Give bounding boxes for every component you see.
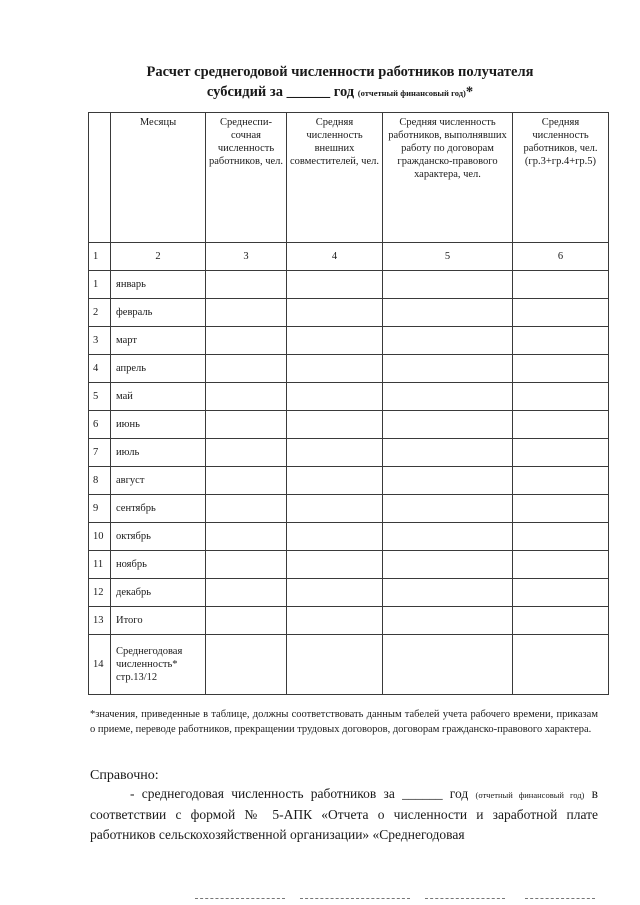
bottom-divider [195,898,285,899]
column-number: 4 [287,243,383,271]
row-number: 13 [89,607,111,635]
value-cell[interactable] [383,439,513,467]
row-number: 7 [89,439,111,467]
table-header-row [89,113,609,243]
row-number: 1 [89,271,111,299]
row-label: март [111,327,206,355]
column-number-row [89,243,609,271]
column-number: 1 [89,243,111,271]
table-row [89,299,609,327]
value-cell[interactable] [513,383,609,411]
document-title [0,62,640,103]
value-cell[interactable] [383,467,513,495]
table-row [89,551,609,579]
row-label: февраль [111,299,206,327]
row-label: декабрь [111,579,206,607]
header-total-avg: Средняя численность работников, чел. (гр.3+гр.4+гр.5) [513,113,609,243]
value-cell[interactable] [206,607,287,635]
row-label: сентябрь [111,495,206,523]
header-avg-payroll: Среднеспи-сочная численность работников, чел. [206,113,287,243]
value-cell[interactable] [513,467,609,495]
row-number: 12 [89,579,111,607]
header-months: Месяцы [111,113,206,243]
header-col-1 [89,113,111,243]
column-number: 6 [513,243,609,271]
column-number: 2 [111,243,206,271]
table-row [89,327,609,355]
table-row [89,495,609,523]
value-cell[interactable] [206,635,287,695]
row-number: 5 [89,383,111,411]
value-cell[interactable] [287,579,383,607]
value-cell[interactable] [206,299,287,327]
title-line-2-text: субсидий за ______ год [206,84,355,100]
value-cell[interactable] [513,551,609,579]
title-line-1: Расчет среднегодовой численности работников получателя [146,64,534,80]
row-number: 4 [89,355,111,383]
value-cell[interactable] [206,271,287,299]
value-cell[interactable] [513,299,609,327]
value-cell[interactable] [383,523,513,551]
value-cell[interactable] [383,495,513,523]
row-number: 3 [89,327,111,355]
bottom-divider [525,898,595,899]
reference-title: Справочно: [90,768,159,783]
table-row [89,579,609,607]
value-cell[interactable] [287,299,383,327]
value-cell[interactable] [513,271,609,299]
table-row [89,271,609,299]
row-label: Среднегодовая численность* стр.13/12 [111,635,206,695]
value-cell[interactable] [287,411,383,439]
bottom-divider [425,898,505,899]
value-cell[interactable] [287,607,383,635]
row-label: июль [111,439,206,467]
value-cell[interactable] [383,607,513,635]
header-external-part-time: Средняя численность внешних совместителей, чел. [287,113,383,243]
value-cell[interactable] [513,607,609,635]
value-cell[interactable] [206,439,287,467]
value-cell[interactable] [513,439,609,467]
value-cell[interactable] [513,635,609,695]
reference-text-note: (отчетный финансовый год) [475,790,585,800]
value-cell[interactable] [287,467,383,495]
value-cell[interactable] [206,467,287,495]
table-row [89,411,609,439]
value-cell[interactable] [206,495,287,523]
value-cell[interactable] [383,411,513,439]
value-cell[interactable] [206,411,287,439]
value-cell[interactable] [287,495,383,523]
table-row [89,635,609,695]
table-row [89,523,609,551]
value-cell[interactable] [383,299,513,327]
value-cell[interactable] [513,411,609,439]
value-cell[interactable] [206,579,287,607]
row-label: январь [111,271,206,299]
row-label: Итого [111,607,206,635]
reference-text-start: - среднегодовая численность работников за ______ год [130,786,469,801]
value-cell[interactable] [287,355,383,383]
bottom-divider [300,898,410,899]
row-label: апрель [111,355,206,383]
value-cell[interactable] [287,523,383,551]
value-cell[interactable] [287,635,383,695]
row-label: август [111,467,206,495]
value-cell[interactable] [383,355,513,383]
reference-text [90,784,598,845]
value-cell[interactable] [206,327,287,355]
table-footnote: *значения, приведенные в таблице, должны соответствовать данным табелей учета рабочего времени, приказам о приеме, переводе работников, прекращении трудовых договоров, договорам гражданско-правового характера. [90,709,598,735]
headcount-table [88,112,609,695]
table-row [89,607,609,635]
title-asterisk: * [465,84,474,100]
value-cell[interactable] [383,383,513,411]
table-row [89,439,609,467]
value-cell[interactable] [383,551,513,579]
value-cell[interactable] [513,495,609,523]
row-number: 14 [89,635,111,695]
column-number: 5 [383,243,513,271]
row-number: 6 [89,411,111,439]
value-cell[interactable] [383,271,513,299]
value-cell[interactable] [206,551,287,579]
value-cell[interactable] [287,551,383,579]
column-number: 3 [206,243,287,271]
value-cell[interactable] [383,635,513,695]
header-civil-contracts: Средняя численность работников, выполнявших работу по договорам гражданско-правового характера, чел. [383,113,513,243]
row-label: октябрь [111,523,206,551]
row-label: июнь [111,411,206,439]
value-cell[interactable] [383,327,513,355]
value-cell[interactable] [383,579,513,607]
value-cell[interactable] [513,355,609,383]
value-cell[interactable] [513,523,609,551]
title-line-2 [0,82,640,103]
table-row [89,383,609,411]
value-cell[interactable] [287,383,383,411]
row-number: 9 [89,495,111,523]
reference-text-end: в соответствии с формой № 5-АПК «Отчета о численности и заработной плате работников сельскохозяйственной организации» «Среднегодовая [90,786,599,842]
title-line-2-note: (отчетный финансовый год) [357,88,466,98]
value-cell[interactable] [513,327,609,355]
value-cell[interactable] [513,579,609,607]
value-cell[interactable] [287,327,383,355]
row-number: 10 [89,523,111,551]
row-number: 11 [89,551,111,579]
row-number: 8 [89,467,111,495]
value-cell[interactable] [206,383,287,411]
row-label: май [111,383,206,411]
value-cell[interactable] [287,439,383,467]
row-label: ноябрь [111,551,206,579]
table-row [89,467,609,495]
table-row [89,355,609,383]
value-cell[interactable] [287,271,383,299]
value-cell[interactable] [206,355,287,383]
value-cell[interactable] [206,523,287,551]
row-number: 2 [89,299,111,327]
